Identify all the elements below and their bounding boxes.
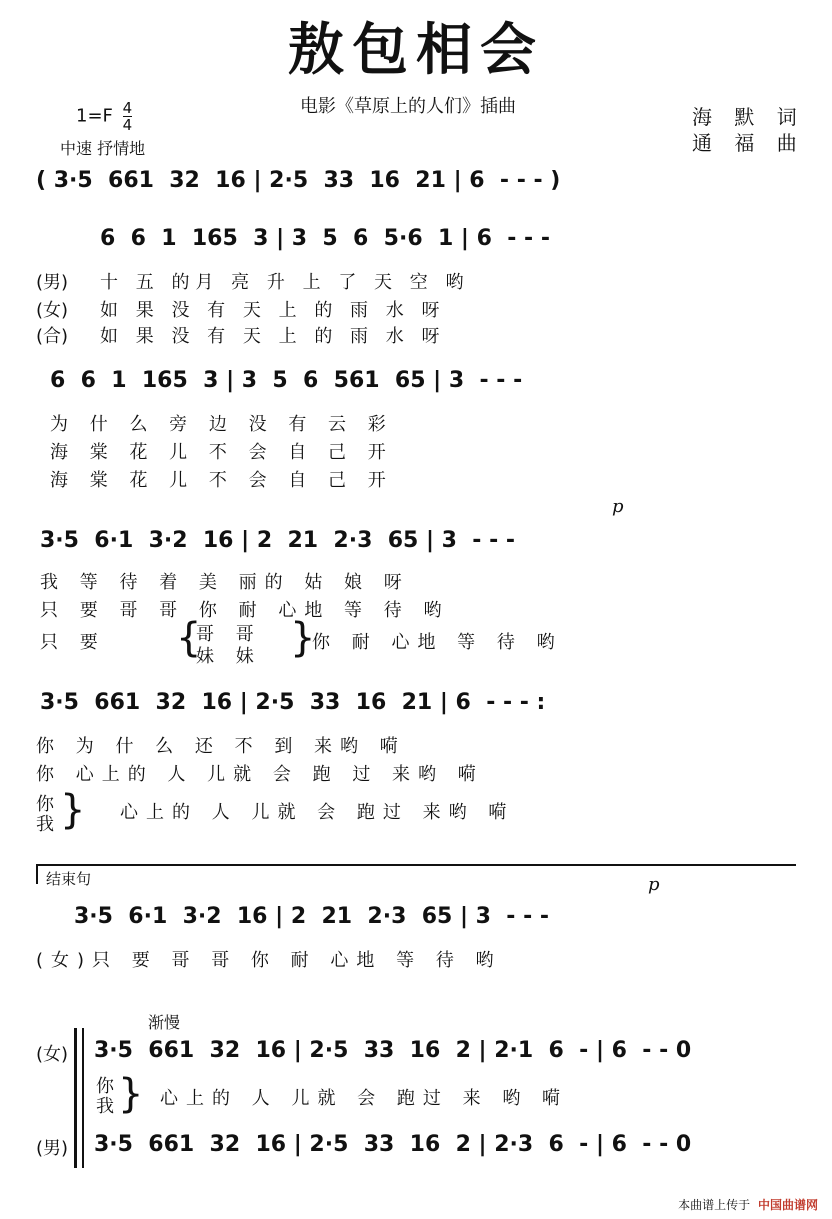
song-subtitle: 电影《草原上的人们》插曲 — [300, 96, 516, 117]
ending-label: 结束句 — [46, 870, 92, 888]
dynamic-piano: p — [612, 496, 624, 517]
brace-right: } — [60, 787, 86, 833]
lyrics-row-chorus-1 — [0, 322, 832, 346]
lyric-text: 我 等 待 着 美 丽的 姑 娘 呀 — [40, 572, 410, 593]
composer: 通 福 曲 — [692, 131, 805, 155]
notation-line-2: 6 6 1 165 3 | 3 5 6 5·6 1 | 6 - - - — [100, 226, 550, 251]
score-line-final-female — [0, 1038, 832, 1068]
lyrics-row-ending — [0, 946, 832, 970]
lyric-text: 妹 妹 — [196, 646, 262, 667]
lyric-text: 只 要 哥 哥 你 耐 心地 等 待 哟 — [40, 600, 450, 621]
lyricist: 海 默 词 — [692, 105, 805, 129]
lyric-text: 你 为 什 么 还 不 到 来哟 嗬 — [36, 736, 406, 757]
lyric-text: 我 — [96, 1096, 114, 1117]
site-logo: 中国曲谱网 — [757, 1198, 818, 1212]
key-label: 1=F — [76, 105, 113, 127]
brace-right: } — [118, 1071, 144, 1117]
lyric-text: 为 什 么 旁 边 没 有 云 彩 — [50, 414, 394, 435]
lyric-text: 如 果 没 有 天 上 的 雨 水 呀 — [100, 300, 446, 321]
notation-line-3: 6 6 1 165 3 | 3 5 6 561 65 | 3 - - - — [50, 368, 523, 393]
lyrics-row-chorus-4 — [0, 787, 832, 835]
lyrics-row-female-4 — [0, 760, 832, 784]
notation-line-4: 3·5 6·1 3·2 16 | 2 21 2·3 65 | 3 - - - — [40, 528, 515, 553]
score-line-5 — [0, 690, 832, 720]
credits — [692, 104, 805, 156]
brace-left: { — [176, 615, 202, 661]
notation-final-male: 3·5 661 32 16 | 2·5 33 16 2 | 2·3 6 - | 6 - - 0 — [94, 1132, 692, 1157]
tempo-marking: 中速 抒情地 — [60, 139, 146, 158]
chorus-label: (合) — [36, 326, 69, 347]
male-part-label: (男) — [36, 1138, 69, 1159]
lyric-text: 你 — [96, 1076, 114, 1097]
notation-final-female: 3·5 661 32 16 | 2·5 33 16 2 | 2·1 6 - | 6 - - 0 — [94, 1038, 692, 1063]
score-line-final-male — [0, 1132, 832, 1162]
upload-watermark — [678, 1196, 818, 1213]
lyrics-row-male-2 — [0, 410, 832, 434]
lyrics-row-chorus-2 — [0, 466, 832, 490]
lyrics-row-female-3 — [0, 596, 832, 620]
lyric-text: (女)只 要 哥 哥 你 耐 心地 等 待 哟 — [36, 950, 502, 971]
lyric-text: 海 棠 花 儿 不 会 自 己 开 — [50, 470, 394, 491]
lyric-text: 海 棠 花 儿 不 会 自 己 开 — [50, 442, 394, 463]
lyric-text: 如 果 没 有 天 上 的 雨 水 呀 — [100, 326, 446, 347]
lyric-text: 心上的 人 儿就 会 跑过 来哟 嗬 — [120, 802, 515, 823]
score-line-ending — [0, 904, 832, 934]
lyrics-row-chorus-3 — [0, 615, 832, 667]
lyrics-row-male-4 — [0, 732, 832, 756]
upload-note: 本曲谱上传于 — [678, 1198, 751, 1212]
ritardando-marking: 渐慢 — [148, 1013, 181, 1032]
song-title: 敖包相会 — [288, 18, 544, 83]
lyric-text: 十 五 的月 亮 升 上 了 天 空 哟 — [100, 272, 470, 293]
score-line-4 — [0, 528, 832, 558]
ending-bracket-rule — [36, 864, 796, 866]
lyric-text: 你 心上的 人 儿就 会 跑 过 来哟 嗬 — [36, 764, 484, 785]
notation-line-5: 3·5 661 32 16 | 2·5 33 16 21 | 6 - - - : — [40, 690, 546, 715]
lyric-text: 只 要 — [40, 632, 106, 653]
lyrics-row-male-1 — [0, 268, 832, 292]
key-signature — [76, 100, 132, 133]
lyric-text: 我 — [36, 814, 54, 835]
lyrics-row-male-3 — [0, 568, 832, 592]
lyrics-row-female-1 — [0, 296, 832, 320]
lyrics-row-final — [0, 1072, 832, 1116]
ending-bracket-tick — [36, 864, 38, 884]
dynamic-piano-ending: p — [648, 874, 660, 895]
female-label: (女) — [36, 300, 69, 321]
score-line-intro — [0, 168, 832, 198]
lyric-text: 你 — [36, 794, 54, 815]
female-part-label: (女) — [36, 1044, 69, 1065]
notation-ending: 3·5 6·1 3·2 16 | 2 21 2·3 65 | 3 - - - — [74, 904, 549, 929]
lyric-text: 你 耐 心地 等 待 哟 — [312, 632, 563, 653]
time-signature: $\frac{4}{4}$ — [122, 99, 133, 134]
male-label: (男) — [36, 272, 69, 293]
score-line-3 — [0, 368, 832, 398]
notation-intro: ( 3·5 661 32 16 | 2·5 33 16 21 | 6 - - - ) — [36, 168, 561, 193]
lyric-text: 哥 哥 — [196, 624, 262, 645]
score-line-2 — [0, 226, 832, 256]
lyrics-row-female-2 — [0, 438, 832, 462]
brace-right: } — [290, 615, 316, 661]
lyric-text: 心上的 人 儿就 会 跑过 来 哟 嗬 — [160, 1088, 569, 1109]
